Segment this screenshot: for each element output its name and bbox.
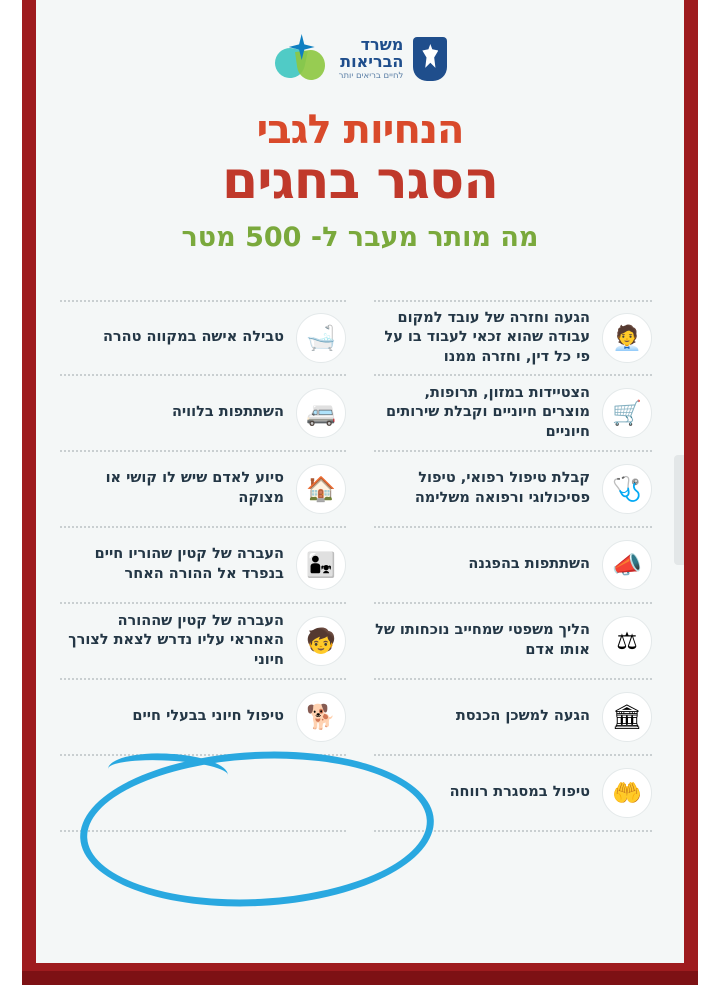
ministry-logo-text	[338, 34, 404, 82]
list-item-label: השתתפות בהפגנה	[468, 556, 590, 573]
family-separated-icon: 👨‍👧	[296, 540, 346, 590]
list-item-label: הגעה וחזרה של עובד למקום עבודה שהוא זכאי לעבוד בו על פי כל דין, וחזרה ממנו	[384, 309, 590, 365]
list-item	[60, 300, 346, 376]
ministry-logo	[36, 34, 684, 84]
list-item-label: הגעה למשכן הכנסת	[455, 708, 590, 725]
gavel-icon: ⚖	[602, 616, 652, 666]
list-item-label: טבילה אישה במקווה טהרה	[102, 329, 284, 346]
guidelines-column-left	[54, 300, 360, 832]
dog-pet-icon: 🐕	[296, 692, 346, 742]
ministry-logo-line2: הבריאות	[340, 51, 404, 71]
child-mask-icon: 🧒	[296, 616, 346, 666]
page-edge-tab	[674, 455, 684, 565]
headline-line2: הסגר בחגים	[222, 151, 498, 211]
list-item	[60, 452, 346, 528]
headline-subtitle: מה מותר מעבר ל- 500 מטר	[181, 222, 539, 254]
home-heart-icon: 🏠	[296, 464, 346, 514]
ministry-logo-line1: משרד	[360, 34, 404, 54]
list-item	[374, 452, 652, 528]
health-ministry-mark-icon	[273, 34, 329, 84]
guidelines-column-right	[360, 300, 666, 832]
list-item-label: סיוע לאדם שיש לו קושי או מצוקה	[105, 470, 284, 506]
list-item-empty	[60, 756, 346, 832]
list-item	[60, 376, 346, 452]
list-item-label: הליך משפטי שמחייב נוכחותו של אותו אדם	[375, 622, 590, 658]
ministry-logo-tagline: לחיים בריאים יותר	[338, 71, 404, 82]
mikveh-water-icon: 🛁	[296, 313, 346, 363]
headline-line1: הנחיות לגבי	[256, 107, 464, 153]
list-item	[374, 680, 652, 756]
list-item	[374, 604, 652, 680]
list-item-label: העברה של קטין שההורה האחראי עליו נדרש לצאת לצורך חיוני	[68, 612, 284, 668]
list-item-label: העברה של קטין שהוריו חיים בנפרד אל ההורה האחר	[94, 546, 284, 582]
list-item-label: השתתפות בלוויה	[171, 404, 284, 421]
list-item	[374, 528, 652, 604]
guidelines-columns	[54, 300, 666, 832]
list-item-highlighted	[60, 680, 346, 756]
office-worker-icon: 🧑‍💼	[602, 313, 652, 363]
list-item-label: טיפול חיוני בבעלי חיים	[132, 708, 284, 725]
shopping-cart-icon: 🛒	[602, 388, 652, 438]
knesset-building-icon: 🏛	[602, 692, 652, 742]
poster-frame	[22, 0, 698, 985]
list-item	[374, 376, 652, 452]
list-item-label: קבלת טיפול רפואי, טיפול פסיכולוגי ורפואה משלימה	[414, 470, 590, 506]
list-item-label: טיפול במסגרת רווחה	[449, 784, 590, 801]
list-item-label: הצטיידות במזון, תרופות, מוצרים חיוניים וקבלת שירותים חיוניים	[385, 384, 590, 440]
megaphone-icon: 📣	[602, 540, 652, 590]
poster-body	[36, 0, 684, 963]
funeral-car-icon: 🚐	[296, 388, 346, 438]
page-title	[36, 108, 684, 255]
list-item	[60, 528, 346, 604]
list-item	[374, 300, 652, 376]
stethoscope-icon: 🩺	[602, 464, 652, 514]
list-item	[374, 756, 652, 832]
israel-emblem-icon	[413, 37, 447, 81]
list-item	[60, 604, 346, 680]
caring-hands-heart-icon: 🤲	[602, 768, 652, 818]
